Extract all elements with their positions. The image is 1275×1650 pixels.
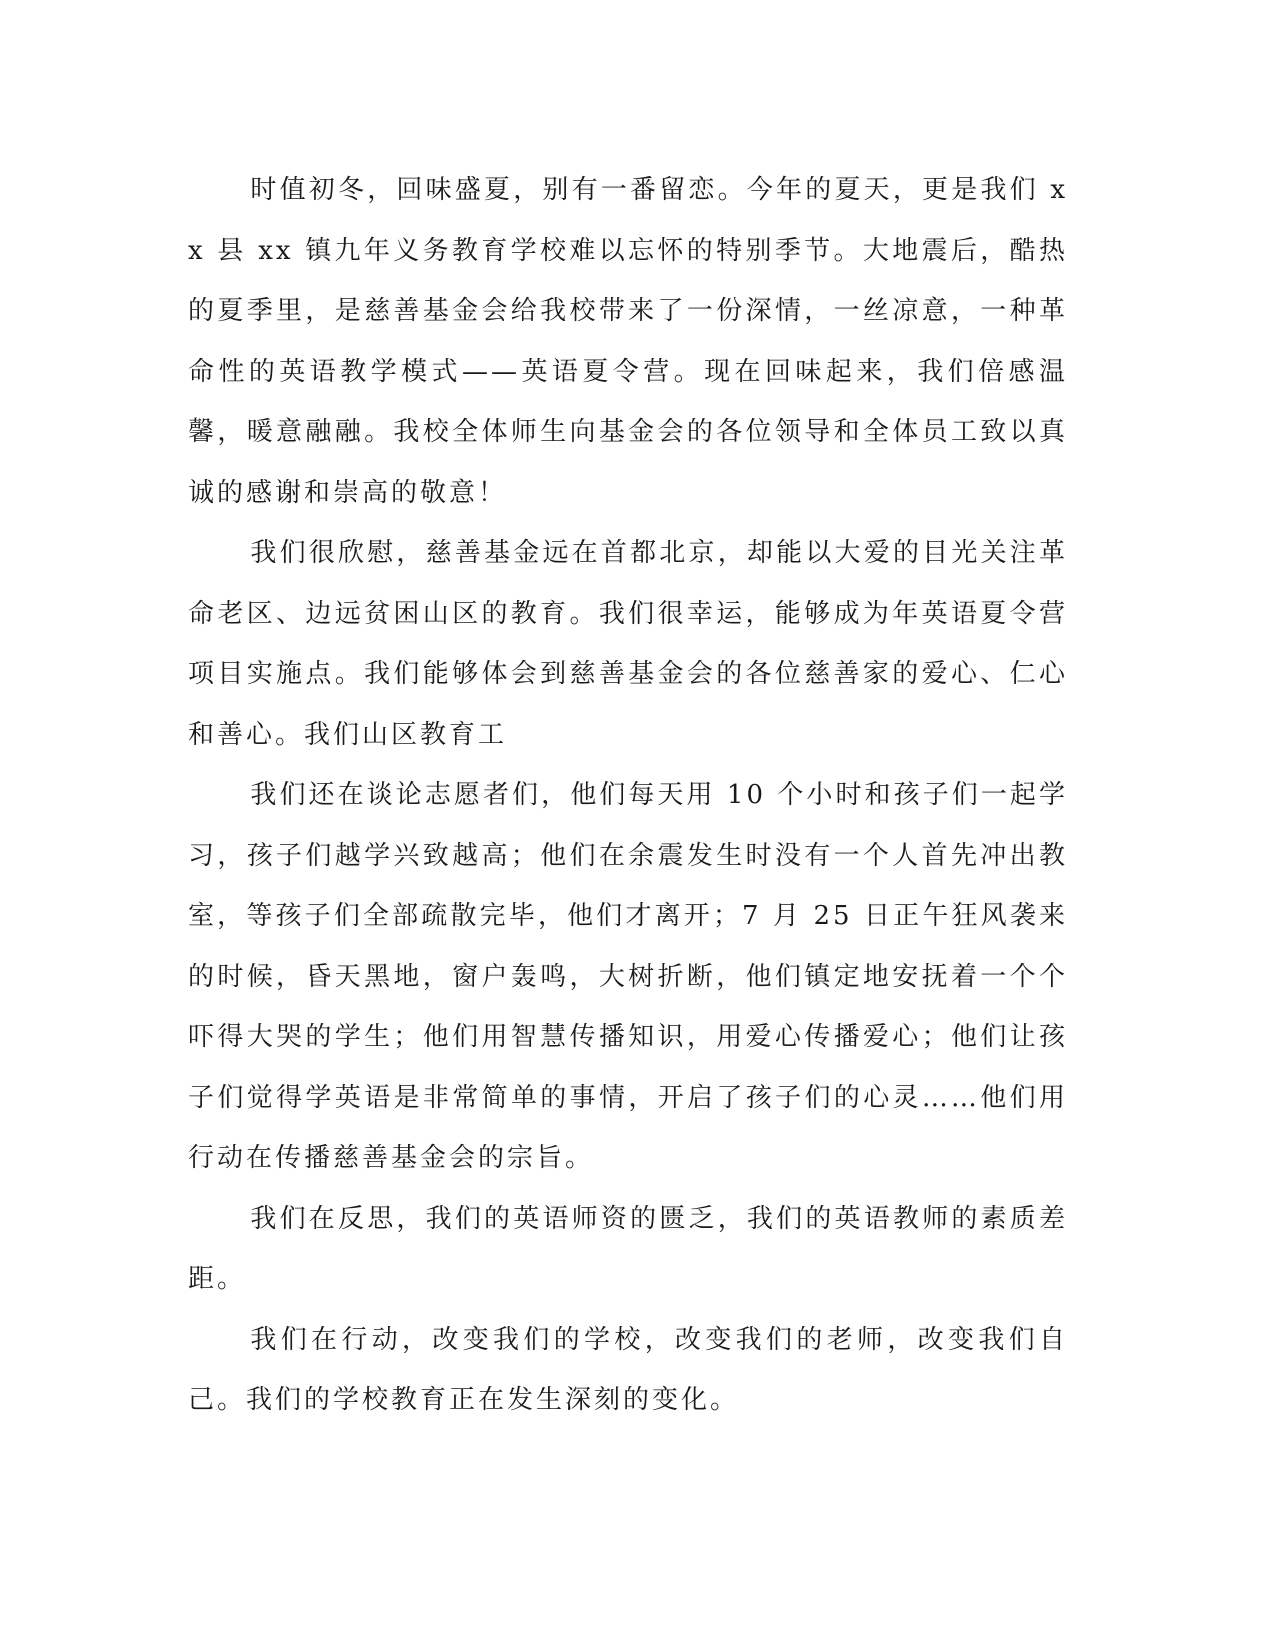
paragraph-3: 我们还在谈论志愿者们，他们每天用 10 个小时和孩子们一起学习，孩子们越学兴致越高；他们在余震发生时没有一个人首先冲出教室，等孩子们全部疏散完毕，他们才离开；7 月 25 日正午狂风袭来的时候，昏天黑地，窗户轰鸣，大树折断，他们镇定地安抚着一个个吓得大哭的学生；他们用智慧传播知识，用爱心传播爱心；他们让孩子们觉得学英语是非常简单的事情，开启了孩子们的心灵……他们用行动在传播慈善基金会的宗旨。 <box>188 780 1068 1173</box>
paragraph-4: 我们在反思，我们的英语师资的匮乏，我们的英语教师的素质差距。 <box>188 1203 1068 1294</box>
paragraph-1: 时值初冬，回味盛夏，别有一番留恋。今年的夏天，更是我们 xx 县 xx 镇九年义务教育学校难以忘怀的特别季节。大地震后，酷热的夏季里，是慈善基金会给我校带来了一份深情，一丝凉意，一种革命性的英语教学模式——英语夏令营。现在回味起来，我们倍感温馨，暖意融融。我校全体师生向基金会的各位领导和全体员工致以真诚的感谢和崇高的敬意！ <box>188 175 1068 508</box>
document-body <box>188 160 1068 1431</box>
paragraph-5: 我们在行动，改变我们的学校，改变我们的老师，改变我们自己。我们的学校教育正在发生深刻的变化。 <box>188 1324 1068 1415</box>
paragraph-2: 我们很欣慰，慈善基金远在首都北京，却能以大爱的目光关注革命老区、边远贫困山区的教育。我们很幸运，能够成为年英语夏令营项目实施点。我们能够体会到慈善基金会的各位慈善家的爱心、仁心和善心。我们山区教育工 <box>188 538 1068 750</box>
